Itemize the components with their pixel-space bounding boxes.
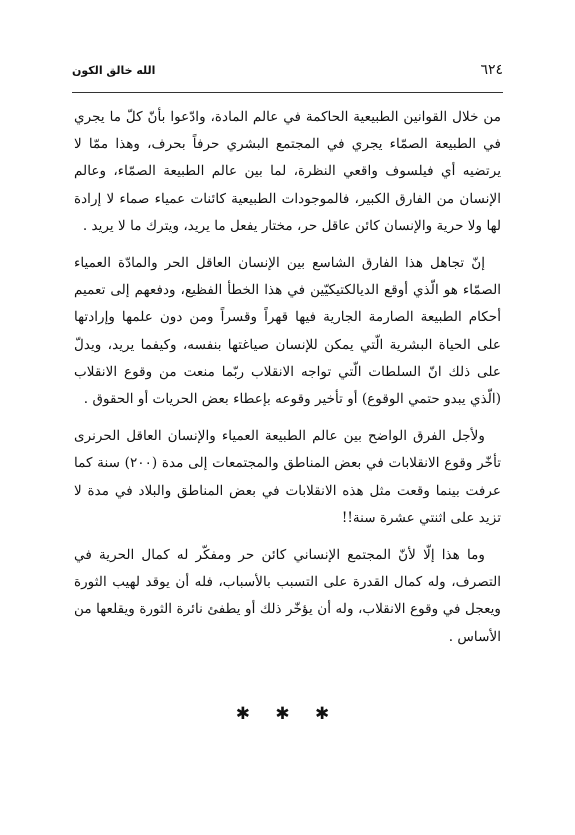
paragraph-2: إنّ تجاهل هذا الفارق الشاسع بين الإنسان العاقل الحر والمادّة العمياء الصمّاء هو الّذي أوقع الديالكتيكيّين في هذا الخطأ الفظيع، ودفعهم إلى تعميم أحكام الطبيعة الصارمة الجارية فيها قهراً وقسراً ومن دون علمها وإرادتها على الحياة البشرية الّتي يمكن للإنسان صياغتها بنفسه، وكيفما يريد، ويدلّ على ذلك انّ السلطات الّتي تواجه الانقلاب ربّما منعت من وقوع الانقلاب (الّذي يبدو حتمي الوقوع) أو تأخير وقوعه بإعطاء بعض الحريات أو الحقوق . [74, 255, 501, 408]
paragraph-1: من خلال القوانين الطبيعية الحاكمة في عالم المادة، وادّعوا بأنّ كلّ ما يجري في الطبيعة الصمّاء يجري في المجتمع البشري حرفاً بحرف، وهذا ممّا لا يرتضيه أي فيلسوف واقعي النظرة، لما بين عالم الطبيعة الصمّاء، وعالم الإنسان من الفارق الكبير، فالموجودات الطبيعية كائنات عمياء صماء لا إرادة لها ولا حرية والإنسان كائن عاقل حر، مختار يفعل ما يريد، ويترك ما لا يريد . [74, 109, 501, 234]
body-text [74, 104, 501, 661]
running-title: الله خالق الكون [72, 64, 156, 77]
page-number: ٦٢٤ [480, 62, 503, 78]
header-rule [72, 92, 503, 93]
section-ornament: ✱ ✱ ✱ [235, 704, 340, 724]
page-header [72, 62, 503, 82]
paragraph-3: ولأجل الفرق الواضح بين عالم الطبيعة العمياء والإنسان العاقل الحرنرى تأخّر وقوع الانقلابات في بعض المناطق والمجتمعات إلى مدة (٢٠٠) سنة كما عرفت بينما وقعت مثل هذه الانقلابات في بعض المناطق والبلاد في مدة لا تزيد على اثنتي عشرة سنة!! [74, 428, 501, 526]
paragraph-4: وما هذا إلّا لأنّ المجتمع الإنساني كائن حر ومفكّر له كمال الحرية في التصرف، وله كمال القدرة على التسبب بالأسباب، فله أن يوقد لهيب الثورة ويعجل في وقوع الانقلاب، وله أن يؤخّر ذلك أو يطفئ نائرة الثورة ويقلعها من الأساس . [74, 547, 501, 645]
